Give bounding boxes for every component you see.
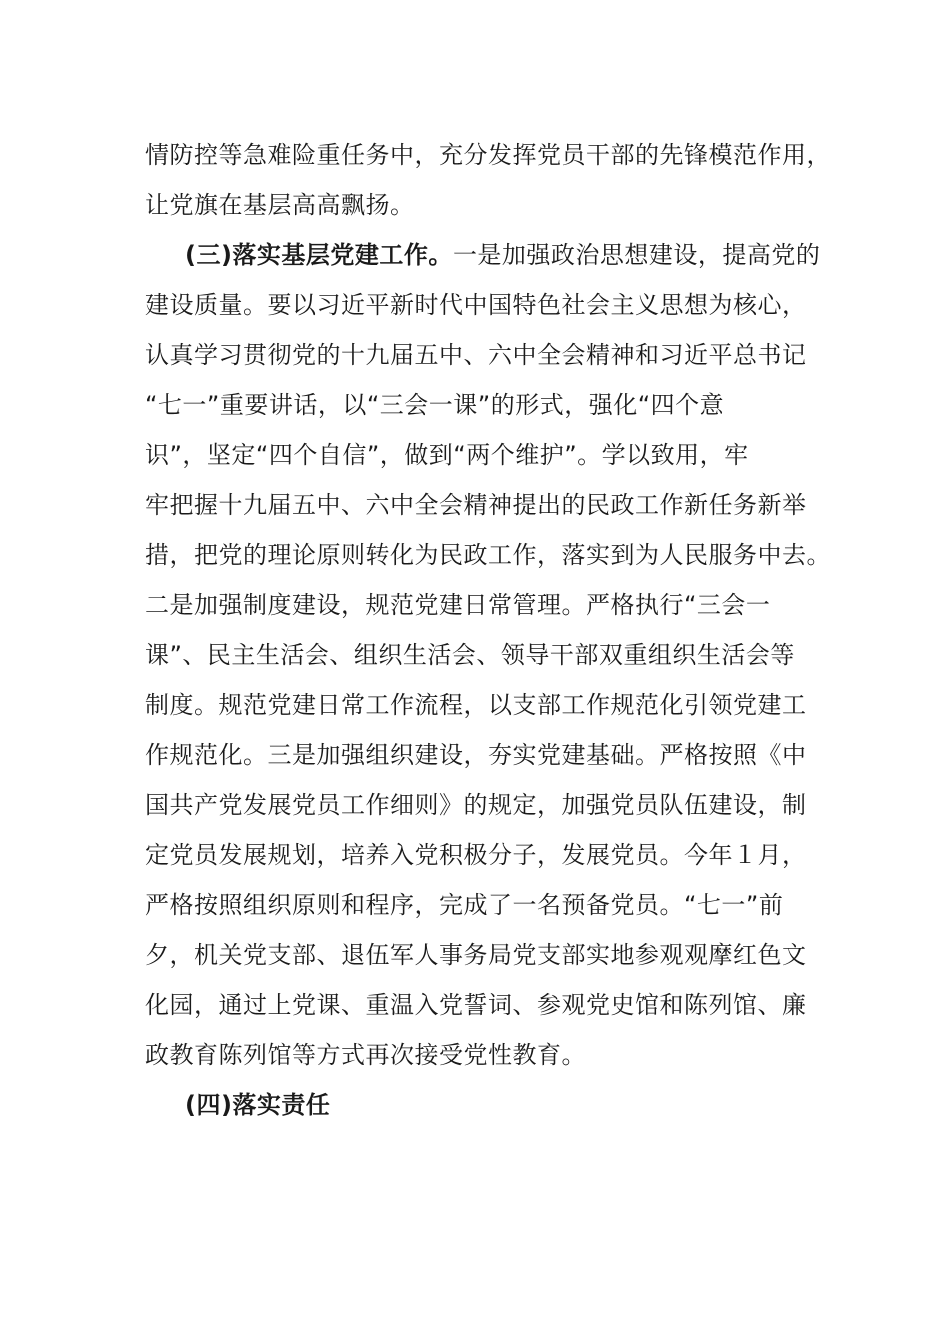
paragraph-line: 课”、民主生活会、组织生活会、领导干部双重组织生活会等	[145, 641, 795, 669]
paragraph-line: “七一”重要讲话，以“三会一课”的形式，强化“四个意	[145, 391, 725, 419]
paragraph-line: 情防控等急难险重任务中，充分发挥党员干部的先锋模范作用，	[145, 141, 831, 169]
paragraph-line: 化园，通过上党课、重温入党誓词、参观党史馆和陈列馆、廉	[145, 991, 807, 1019]
paragraph-line: 认真学习贯彻党的十九届五中、六中全会精神和习近平总书记	[145, 341, 807, 369]
paragraph-line: 建设质量。要以习近平新时代中国特色社会主义思想为核心，	[145, 291, 807, 319]
paragraph-line: 措，把党的理论原则转化为民政工作，落实到为人民服务中去。	[145, 541, 831, 569]
paragraph-line: 国共产党发展党员工作细则》的规定，加强党员队伍建设，制	[145, 791, 807, 819]
section-4-line	[145, 1080, 810, 1130]
paragraph-line: 识”，坚定“四个自信”，做到“两个维护”。学以致用，牢	[145, 441, 749, 469]
paragraph-line: 定党员发展规划，培养入党积极分子，发展党员。今年１月，	[145, 841, 807, 869]
paragraph-line: 让党旗在基层高高飘扬。	[145, 191, 415, 219]
section-3-first-line-text: 一是加强政治思想建设，提高党的	[452, 241, 821, 269]
section-3-first-line	[145, 230, 821, 280]
paragraph-line: 夕，机关党支部、退伍军人事务局党支部实地参观观摩红色文	[145, 941, 807, 969]
paragraph-line: 二是加强制度建设，规范党建日常管理。严格执行“三会一	[145, 591, 771, 619]
paragraph-line: 制度。规范党建日常工作流程，以支部工作规范化引领党建工	[145, 691, 807, 719]
paragraph-line: 作规范化。三是加强组织建设，夯实党建基础。严格按照《中	[145, 741, 807, 769]
section-4-heading: (四)落实责任	[185, 1091, 331, 1119]
paragraph-line: 牢把握十九届五中、六中全会精神提出的民政工作新任务新举	[145, 491, 807, 519]
section-3-heading: (三)落实基层党建工作。	[185, 241, 453, 269]
paragraph-line: 政教育陈列馆等方式再次接受党性教育。	[145, 1041, 586, 1069]
document-body	[145, 130, 831, 1130]
paragraph-line: 严格按照组织原则和程序，完成了一名预备党员。“七一”前	[145, 891, 784, 919]
